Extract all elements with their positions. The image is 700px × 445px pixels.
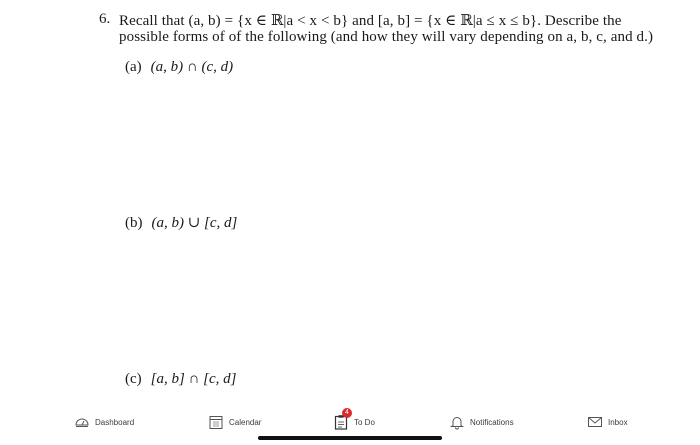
part-c: [125, 371, 237, 388]
mail-icon: [587, 414, 603, 430]
tab-notifications[interactable]: [449, 413, 514, 431]
tab-calendar-label: Calendar: [229, 417, 262, 427]
tab-notifications-label: Notifications: [470, 417, 514, 427]
tab-dashboard[interactable]: [74, 413, 134, 431]
tab-dashboard-label: Dashboard: [95, 417, 135, 427]
part-c-label: (c): [125, 371, 142, 387]
tab-calendar[interactable]: [208, 413, 261, 431]
dashboard-icon: [74, 414, 90, 430]
part-b: [125, 213, 237, 232]
problem-statement-line-2: possible forms of of the following (and how they will vary depending on a, b, c, and d.): [119, 29, 654, 45]
bell-icon: [449, 414, 465, 430]
part-b-expression: (a, b) ∪ [c, d]: [151, 215, 238, 231]
part-b-label: (b): [125, 215, 143, 231]
part-a: [125, 59, 233, 76]
tab-inbox-label: Inbox: [608, 417, 628, 427]
problem-statement-line-1: Recall that (a, b) = {x ∈ ℝ|a < x < b} and [a, b] = {x ∈ ℝ|a ≤ x ≤ b}. Describe the: [119, 13, 622, 29]
tab-inbox[interactable]: [587, 413, 628, 431]
todo-count-badge: 4: [342, 408, 352, 418]
part-a-expression: (a, b) ∩ (c, d): [150, 59, 234, 75]
calendar-icon: [208, 414, 224, 430]
tab-todo[interactable]: [333, 409, 375, 431]
problem-number: 6.: [99, 11, 111, 27]
tab-todo-label: To Do: [354, 417, 375, 427]
home-indicator[interactable]: [258, 436, 442, 440]
part-c-expression: [a, b] ∩ [c, d]: [150, 371, 237, 387]
todo-icon: [333, 409, 349, 430]
part-a-label: (a): [125, 59, 142, 75]
